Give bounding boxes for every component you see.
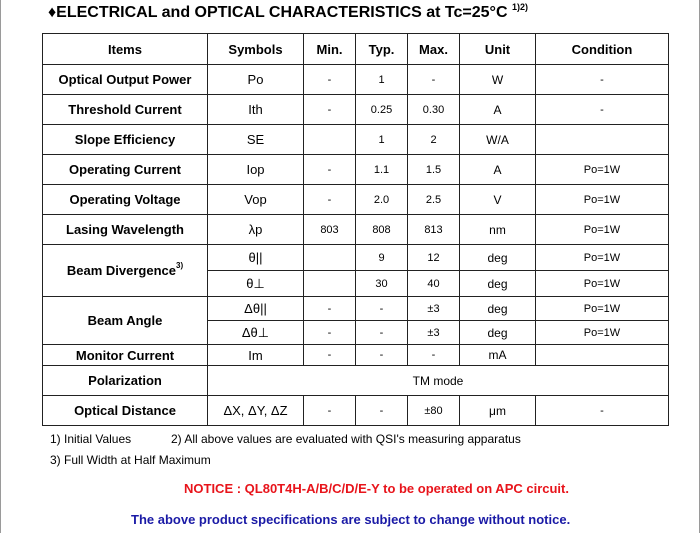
cell-item: Optical Distance [43,396,208,426]
cell-min: 803 [304,215,356,245]
cell-min [304,245,356,271]
cell-symbol: Po [208,65,304,95]
cell-min: - [304,95,356,125]
cell-typ: 1 [356,125,408,155]
page-border-left [0,0,1,533]
header-max: Max. [408,34,460,65]
cell-typ: 808 [356,215,408,245]
cell-condition: Po=1W [536,321,669,345]
table-row-polarization [43,366,669,396]
notice-apc-circuit: NOTICE : QL80T4H-A/B/C/D/E-Y to be operated on APC circuit. [184,481,569,496]
cell-item: Operating Voltage [43,185,208,215]
header-min: Min. [304,34,356,65]
cell-max: ±3 [408,297,460,321]
cell-symbol: θ⊥ [208,271,304,297]
cell-condition: Po=1W [536,155,669,185]
footnote-3: 3) Full Width at Half Maximum [50,453,211,467]
cell-unit: V [460,185,536,215]
cell-min: - [304,396,356,426]
cell-item: Slope Efficiency [43,125,208,155]
cell-unit: mA [460,345,536,366]
cell-max: 12 [408,245,460,271]
section-title [48,4,528,22]
cell-symbol: λp [208,215,304,245]
cell-typ: 1 [356,65,408,95]
cell-typ: - [356,297,408,321]
cell-max: 0.30 [408,95,460,125]
cell-unit: deg [460,297,536,321]
cell-item: Lasing Wavelength [43,215,208,245]
section-title-footnote-ref: 1)2) [511,2,528,12]
cell-symbol: Im [208,345,304,366]
cell-unit: nm [460,215,536,245]
cell-unit: A [460,95,536,125]
header-condition: Condition [536,34,669,65]
cell-condition: - [536,396,669,426]
cell-min [304,125,356,155]
table-row-slope-efficiency [43,125,669,155]
cell-max: 2 [408,125,460,155]
table-row-optical-output-power [43,65,669,95]
header-unit: Unit [460,34,536,65]
cell-min: - [304,321,356,345]
cell-symbol: Δθ⊥ [208,321,304,345]
cell-condition: - [536,95,669,125]
cell-item: Optical Output Power [43,65,208,95]
cell-max: ±3 [408,321,460,345]
cell-symbol: SE [208,125,304,155]
cell-unit: μm [460,396,536,426]
cell-condition: - [536,65,669,95]
table-row-operating-current [43,155,669,185]
cell-min: - [304,155,356,185]
cell-max: 40 [408,271,460,297]
cell-max: ±80 [408,396,460,426]
cell-symbol: Iop [208,155,304,185]
cell-typ: 9 [356,245,408,271]
cell-min: - [304,185,356,215]
characteristics-table [42,33,669,426]
cell-condition: Po=1W [536,185,669,215]
cell-symbol: θ|| [208,245,304,271]
cell-condition: Po=1W [536,215,669,245]
table-header-row [43,34,669,65]
notice-spec-change: The above product specifications are subject to change without notice. [131,512,571,527]
cell-typ: 0.25 [356,95,408,125]
footnote-2: 2) All above values are evaluated with QSI's measuring apparatus [171,432,521,446]
cell-typ: - [356,396,408,426]
section-title-text: ♦ELECTRICAL and OPTICAL CHARACTERISTICS at Tc=25°C [48,4,508,21]
cell-unit: deg [460,321,536,345]
cell-min: - [304,65,356,95]
cell-item: Threshold Current [43,95,208,125]
table-row-lasing-wavelength [43,215,669,245]
table-row-beam-angle-parallel [43,297,669,321]
header-symbols: Symbols [208,34,304,65]
cell-max: 1.5 [408,155,460,185]
cell-condition [536,345,669,366]
table-row-beam-divergence-parallel [43,245,669,271]
cell-typ: 2.0 [356,185,408,215]
cell-min [304,271,356,297]
cell-unit: A [460,155,536,185]
cell-item-beam-angle: Beam Angle [43,297,208,345]
cell-typ: - [356,345,408,366]
cell-min: - [304,297,356,321]
cell-symbol: Δθ|| [208,297,304,321]
cell-polarization-value: TM mode [208,366,669,396]
cell-min: - [304,345,356,366]
table-row-threshold-current [43,95,669,125]
cell-unit: deg [460,271,536,297]
table-row-monitor-current [43,345,669,366]
cell-unit: deg [460,245,536,271]
cell-unit: W [460,65,536,95]
cell-typ: 30 [356,271,408,297]
header-typ: Typ. [356,34,408,65]
cell-symbol: Vop [208,185,304,215]
cell-typ: 1.1 [356,155,408,185]
cell-symbol: Ith [208,95,304,125]
cell-item-beam-divergence [43,245,208,297]
table-row-optical-distance [43,396,669,426]
cell-typ: - [356,321,408,345]
beam-divergence-footnote-ref: 3) [176,261,184,270]
cell-item: Operating Current [43,155,208,185]
cell-item: Polarization [43,366,208,396]
cell-symbol: ΔX, ΔY, ΔZ [208,396,304,426]
cell-max: 2.5 [408,185,460,215]
cell-max: - [408,345,460,366]
cell-max: - [408,65,460,95]
header-items: Items [43,34,208,65]
cell-item: Monitor Current [43,345,208,366]
footnote-1: 1) Initial Values [50,432,132,446]
cell-max: 813 [408,215,460,245]
table-row-operating-voltage [43,185,669,215]
cell-condition [536,125,669,155]
cell-condition: Po=1W [536,271,669,297]
cell-condition: Po=1W [536,297,669,321]
cell-unit: W/A [460,125,536,155]
beam-divergence-label: Beam Divergence [66,263,176,278]
cell-condition: Po=1W [536,245,669,271]
